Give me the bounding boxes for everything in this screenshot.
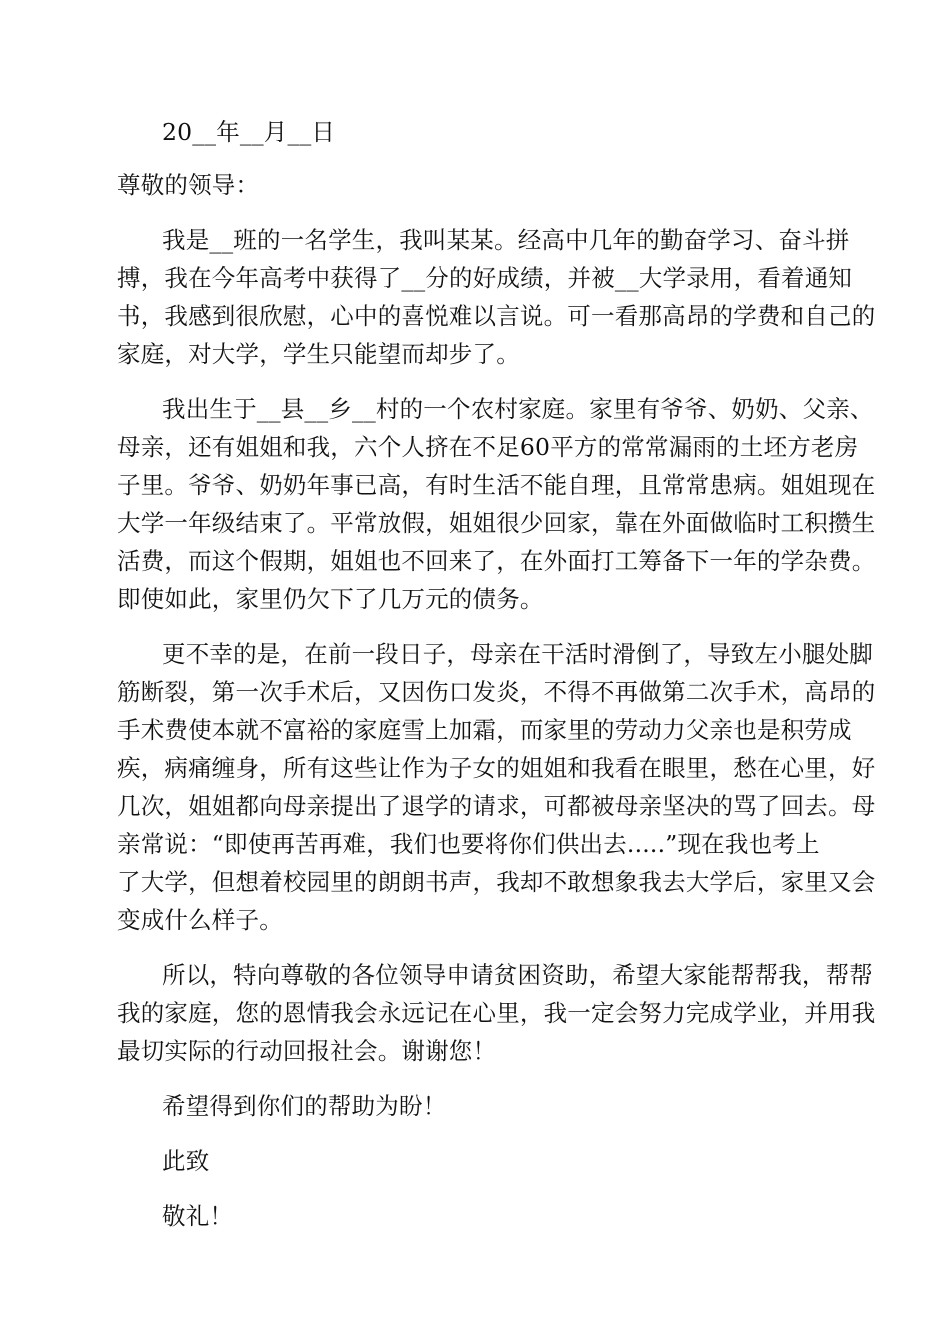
paragraph-line: 几次，姐姐都向母亲提出了退学的请求，可都被母亲坚决的骂了回去。母 <box>117 792 876 820</box>
paragraph-line: 所以，特向尊敬的各位领导申请贫困资助，希望大家能帮帮我，帮帮 <box>162 961 873 989</box>
paragraph-line: 我的家庭，您的恩情我会永远记在心里，我一定会努力完成学业，并用我 <box>117 999 876 1027</box>
hope-line: 希望得到你们的帮助为盼！ <box>162 1092 447 1120</box>
paragraph-line: 筋断裂，第一次手术后，又因伤口发炎，不得不再做第二次手术，高昂的 <box>117 678 876 706</box>
paragraph-line: 我是__班的一名学生，我叫某某。经高中几年的勤奋学习、奋斗拼 <box>162 226 850 254</box>
paragraph-line: 变成什么样子。 <box>117 906 283 934</box>
paragraph-line: 母亲，还有姐姐和我，六个人挤在不足60平方的常常漏雨的土坯方老房 <box>117 433 859 461</box>
paragraph-line: 家庭，对大学，学生只能望而却步了。 <box>117 340 520 368</box>
paragraph-line: 疾，病痛缠身，所有这些让作为子女的姐姐和我看在眼里，愁在心里，好 <box>117 754 876 782</box>
paragraph-line: 手术费使本就不富裕的家庭雪上加霜，而家里的劳动力父亲也是积劳成 <box>117 716 852 744</box>
closing-line-1: 此致 <box>162 1147 210 1175</box>
paragraph-line: 大学一年级结束了。平常放假，姐姐很少回家，靠在外面做临时工积攒生 <box>117 509 876 537</box>
date-line: 20__年__月__日 <box>162 118 336 146</box>
salutation: 尊敬的领导： <box>117 171 260 199</box>
paragraph-line: 活费，而这个假期，姐姐也不回来了，在外面打工筹备下一年的学杂费。 <box>117 547 876 575</box>
paragraph-line: 我出生于__县__乡__村的一个农村家庭。家里有爷爷、奶奶、父亲、 <box>162 395 874 423</box>
paragraph-line: 子里。爷爷、奶奶年事已高，有时生活不能自理，且常常患病。姐姐现在 <box>117 471 876 499</box>
paragraph-line: 最切实际的行动回报社会。谢谢您！ <box>117 1037 497 1065</box>
paragraph-line: 书，我感到很欣慰，心中的喜悦难以言说。可一看那高昂的学费和自己的 <box>117 302 876 330</box>
paragraph-line: 了大学，但想着校园里的朗朗书声，我却不敢想象我去大学后，家里又会 <box>117 868 876 896</box>
paragraph-line: 亲常说：“即使再苦再难，我们也要将你们供出去.....”现在我也考上 <box>117 830 820 858</box>
closing-line-2: 敬礼！ <box>162 1202 234 1230</box>
paragraph-line: 搏，我在今年高考中获得了__分的好成绩，并被__大学录用，看着通知 <box>117 264 853 292</box>
paragraph-line: 更不幸的是，在前一段日子，母亲在干活时滑倒了，导致左小腿处脚 <box>162 640 873 668</box>
paragraph-line: 即使如此，家里仍欠下了几万元的债务。 <box>117 585 544 613</box>
